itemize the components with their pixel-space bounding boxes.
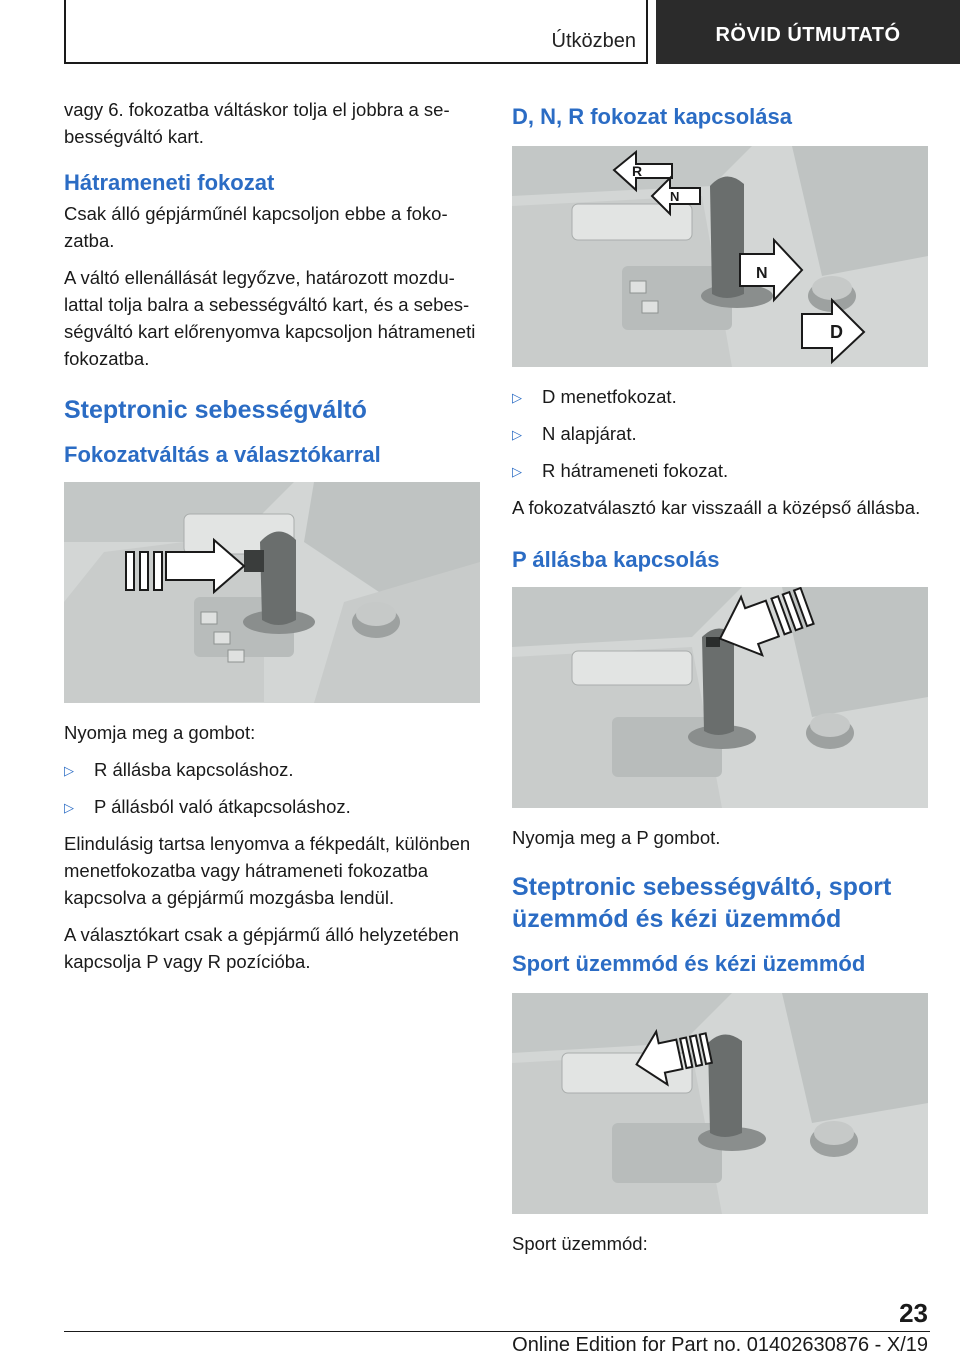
- header-chapter-title: RÖVID ÚTMUTATÓ: [656, 0, 960, 64]
- heading-dnr: D, N, R fokozat kapcsolása: [512, 104, 792, 129]
- heading-park: P állásba kapcsolás: [512, 547, 720, 572]
- bullet-text: R hátrameneti fokozat.: [542, 460, 729, 481]
- header-section-title: Útközben: [551, 30, 636, 52]
- heading-reverse-gear: Hátrameneti fokozat: [64, 170, 275, 195]
- page-number: 23: [899, 1298, 928, 1328]
- press-p-paragraph: Nyomja meg a P gombot.: [512, 827, 721, 848]
- press-button-paragraph: Nyomja meg a gombot:: [64, 722, 256, 743]
- bullet-item: [512, 457, 930, 485]
- park-button-figure: [512, 587, 928, 808]
- return-center-paragraph: A fokozatválasztó kar visszaáll a középső állásba.: [512, 497, 921, 518]
- heading-steptronic: Steptronic sebességváltó: [64, 396, 367, 424]
- right-column: [512, 96, 930, 1267]
- gear-r-label: R: [632, 163, 643, 179]
- dnr-shift-figure: [512, 146, 928, 367]
- triangle-bullet-icon: ▷: [64, 763, 74, 778]
- sport-mode-paragraph: Sport üzemmód:: [512, 1233, 648, 1254]
- page-header: [0, 0, 960, 66]
- brake-warning-paragraph: Elindulásig tartsa lenyomva a fékpedált, különben menetfokozatba vagy hátrameneti fokozatba kapcsolva a gépjármű mozgásba lendül.: [64, 833, 471, 908]
- reverse-paragraph-1: Csak álló gépjárműnél kapcsoljon ebbe a fokozatba.: [64, 203, 448, 251]
- bullet-item: [64, 793, 482, 821]
- triangle-bullet-icon: ▷: [64, 800, 74, 815]
- bullet-text: P állásból való átkapcsoláshoz.: [94, 796, 351, 817]
- edition-note: Online Edition for Part no. 01402630876 - X/19: [512, 1334, 928, 1356]
- gear-n-label-bottom: N: [756, 265, 768, 282]
- heading-sport-manual: Sport üzemmód és kézi üzemmód: [512, 951, 866, 976]
- triangle-bullet-icon: ▷: [512, 390, 522, 405]
- bullet-item: [64, 756, 482, 784]
- triangle-bullet-icon: ▷: [512, 427, 522, 442]
- gear-n-label-top: N: [670, 189, 680, 204]
- reverse-paragraph-2: A váltó ellenállását legyőzve, határozott mozdulattal tolja balra a sebességváltó kart, és a sebességváltó kart előrenyomva kapcsoljon hátrameneti fokozatba.: [64, 267, 476, 369]
- footer-divider: [64, 1331, 930, 1332]
- triangle-bullet-icon: ▷: [512, 464, 522, 479]
- intro-paragraph: vagy 6. fokozatba váltáskor tolja el jobbra a sebességváltó kart.: [64, 99, 450, 147]
- bullet-item: [512, 383, 930, 411]
- sport-mode-figure: [512, 993, 928, 1214]
- bullet-item: [512, 420, 930, 448]
- selector-unlock-figure: [64, 482, 480, 703]
- bullet-text: D menetfokozat.: [542, 386, 677, 407]
- bullet-text: N alapjárat.: [542, 423, 637, 444]
- left-column: [64, 96, 482, 985]
- standstill-paragraph: A választókart csak a gépjármű álló helyzetében kapcsolja P vagy R pozícióba.: [64, 924, 459, 972]
- bullet-text: R állásba kapcsoláshoz.: [94, 759, 294, 780]
- heading-selector-lever: Fokozatváltás a választókarral: [64, 442, 381, 467]
- heading-steptronic-sport: Steptronic sebességváltó, sport üzemmód és kézi üzemmód: [512, 873, 892, 933]
- gear-d-label: D: [830, 322, 843, 342]
